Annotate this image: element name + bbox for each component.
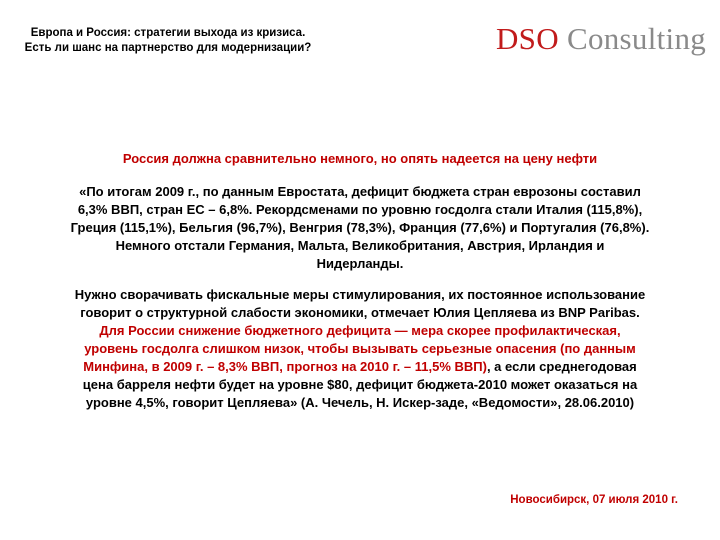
footer-date: Новосибирск, 07 июля 2010 г. [510, 494, 678, 506]
quote-paragraph-1 [30, 183, 690, 273]
presentation-title [8, 26, 328, 56]
slide-heading: Россия должна сравнительно немного, но опять надеется на цену нефти [122, 151, 598, 166]
company-logo [496, 20, 706, 58]
presentation-title-line-1: Европа и Россия: стратегии выхода из кризиса. [30, 27, 306, 39]
logo-consulting-text: Consulting [566, 21, 707, 56]
paragraph-2-line: уровне 4,5%, говорит Цепляева» (А. Чечель, Н. Искер-заде, «Ведомости», 28.06.2010) [85, 395, 635, 410]
paragraph-1-line: Греция (115,1%), Бельгия (96,7%), Венгрия (78,3%), Франция (77,6%) и Португалия (76,8%). [70, 220, 650, 235]
paragraph-2-line: Нужно сворачивать фискальные меры стимулирования, их постоянное использование [74, 287, 646, 302]
paragraph-2-line: цена барреля нефти будет на уровне $80, дефицит бюджета-2010 может оказаться на [82, 377, 638, 392]
paragraph-1-line: Немного отстали Германия, Мальта, Великобритания, Австрия, Ирландия и [115, 238, 605, 253]
paragraph-1-line: Нидерланды. [316, 256, 404, 271]
paragraph-1-line: 6,3% ВВП, стран ЕС – 6,8%. Рекордсменами по уровню госдолга стали Италия (115,8%), [77, 202, 643, 217]
paragraph-2-highlight-line: уровень госдолга слишком низок, чтобы вызывать серьезные опасения (по данным [84, 341, 636, 356]
presentation-title-line-2: Есть ли шанс на партнерство для модернизации? [24, 42, 312, 54]
quote-paragraph-2 [30, 286, 690, 412]
paragraph-2-mixed-line [30, 358, 690, 376]
paragraph-1-line: «По итогам 2009 г., по данным Евростата, дефицит бюджета стран еврозоны составил [79, 184, 641, 199]
paragraph-2-highlight-line: Для России снижение бюджетного дефицита — мера скорее профилактическая, [99, 323, 621, 338]
paragraph-2-highlight-fragment: Минфина, в 2009 г. – 8,3% ВВП, прогноз на 2010 г. – 11,5% ВВП) [83, 359, 487, 374]
paragraph-2-fragment: , а если среднегодовая [486, 359, 637, 374]
logo-dso-text: DSO [496, 21, 559, 56]
paragraph-2-line: говорит о структурной слабости экономики, отмечает Юлия Цепляева из BNP Paribas. [80, 305, 640, 320]
